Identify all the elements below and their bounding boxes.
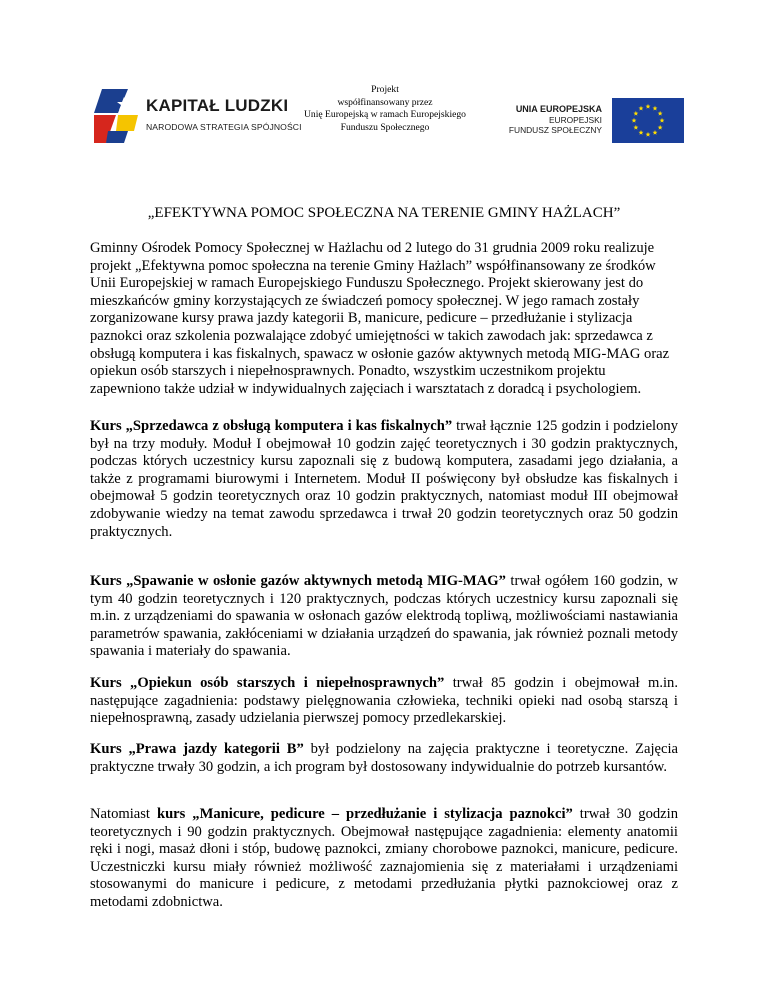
course-paragraph-caregiver <box>90 675 678 728</box>
paragraph-lead: Natomiast <box>90 806 157 822</box>
intro-paragraph: Gminny Ośrodek Pomocy Społecznej w Hażlachu od 2 lutego do 31 grudnia 2009 roku realizuje projekt „Efektywna pomoc społeczna na terenie Gminy Hażlach” współfinansowany ze środków Unii Europejskiej w ramach Europejskiego Funduszu Społecznego. Projekt skierowany jest do mieszkańców gminy korzystających ze świadczeń pomocy społecznej. W jego ramach zostały zorganizowane kursy prawa jazdy kategorii B, manicure, pedicure – przedłużanie i stylizacja paznokci oraz szkolenia pozwalające zdobyć umiejętności w takich zawodach jak: sprzedawca z obsługą komputera i kas fiskalnych, spawacz w osłonie gazów aktywnych metodą MIG-MAG oraz opiekun osób starszych i niepełnosprawnych. Ponadto, wszystkim uczestnikom projektu zapewniono także udział w indywidualnych zajęciach i warsztatach z doradcą i psychologiem. <box>90 240 670 397</box>
course-paragraph-manicure <box>90 806 678 912</box>
course-heading: Kurs „Opiekun osób starszych i niepełnosprawnych” <box>90 675 445 691</box>
course-heading: Kurs „Sprzedawca z obsługą komputera i kas fiskalnych” <box>90 418 453 434</box>
document-header <box>0 0 768 160</box>
eu-label-line: UNIA EUROPEJSKA <box>515 104 602 114</box>
note-line: Unię Europejską w ramach Europejskiego <box>304 109 466 120</box>
eu-label <box>500 104 602 136</box>
note-line: Projekt <box>371 84 399 95</box>
kapital-ludzki-emblem-icon <box>94 87 146 145</box>
kapital-ludzki-logo <box>94 87 319 145</box>
course-paragraph-sales <box>90 418 678 541</box>
note-line: Funduszu Społecznego <box>340 121 430 133</box>
eu-label-line: FUNDUSZ SPOŁECZNY <box>508 125 602 135</box>
course-description: był podzielony na zajęcia praktyczne i teoretyczne. Zajęcia praktyczne trwały 30 godzin, a ich program był dostosowany indywidualnie do potrzeb kursantów. <box>90 741 678 775</box>
logo-title: KAPITAŁ LUDZKI <box>146 96 289 115</box>
course-heading: Kurs „Spawanie w osłonie gazów aktywnych metodą MIG-MAG” <box>90 573 506 589</box>
logo-subtitle: NARODOWA STRATEGIA SPÓJNOŚCI <box>146 122 302 132</box>
course-paragraph-driving <box>90 741 678 776</box>
document-title: „EFEKTYWNA POMOC SPOŁECZNA NA TERENIE GMINY HAŻLACH” <box>147 205 621 221</box>
course-heading: kurs „Manicure, pedicure – przedłużanie i stylizacja paznokci” <box>156 806 573 822</box>
course-heading: Kurs „Prawa jazdy kategorii B” <box>90 741 304 757</box>
course-paragraph-welding <box>90 573 678 661</box>
course-description: trwał ogółem 160 godzin, w tym 40 godzin teoretycznych i 120 praktycznych, podczas których uczestnicy kursu zapoznali się m.in. z urządzeniami do spawania w osłonach gazów elektrodą topliwą, możliwościami nastawiania parametrów spawania, zakłóceniami w działania urządzeń do spawania, jak również poznali metody spawania i materiały do spawania. <box>90 573 679 660</box>
course-description: trwał 85 godzin i obejmował m.in. następujące zagadnienia: podstawy pielęgnowania człowieka, techniki opieki nad osobą starszą i niepełnosprawną, zasady udzielania pierwszej pomocy przedlekarskiej. <box>90 675 678 727</box>
course-description: trwał łącznie 125 godzin i podzielony był na trzy moduły. Moduł I obejmował 10 godzin zajęć teoretycznych i 30 godzin praktycznych, podczas których uczestnicy kursu zapoznali się z budową komputera, zasadami jego działania, a także z programami biurowymi i Internetem. Moduł II poświęcony był obsłudze kas fiskalnych i obejmował 5 godzin teoretycznych oraz 10 godzin praktycznych, natomiast moduł III obejmował zdobywanie wiedzy na temat zawodu sprzedawca i trwał 20 godzin teoretycznych oraz 50 godzin praktycznych. <box>90 418 678 540</box>
eu-label-line: EUROPEJSKI <box>548 114 602 125</box>
project-cofinancing-note <box>300 84 470 134</box>
eu-flag-icon <box>612 98 684 143</box>
note-line: współfinansowany przez <box>337 96 433 108</box>
course-description: trwał 30 godzin teoretycznych i 90 godzin praktycznych. Obejmował następujące zagadnienia: elementy anatomii ręki i nogi, masaż dłoni i stóp, budowę paznokci, zmiany chorobowe paznokci, manicure, pedicure. Uczestniczki kursu miały również możliwość zaznajomienia się z materiałami i urządzeniami stosowanymi do manicure i pedicure, z metodami przedłużania płytki paznokciowej oraz z metodami zdobnictwa. <box>90 806 678 910</box>
